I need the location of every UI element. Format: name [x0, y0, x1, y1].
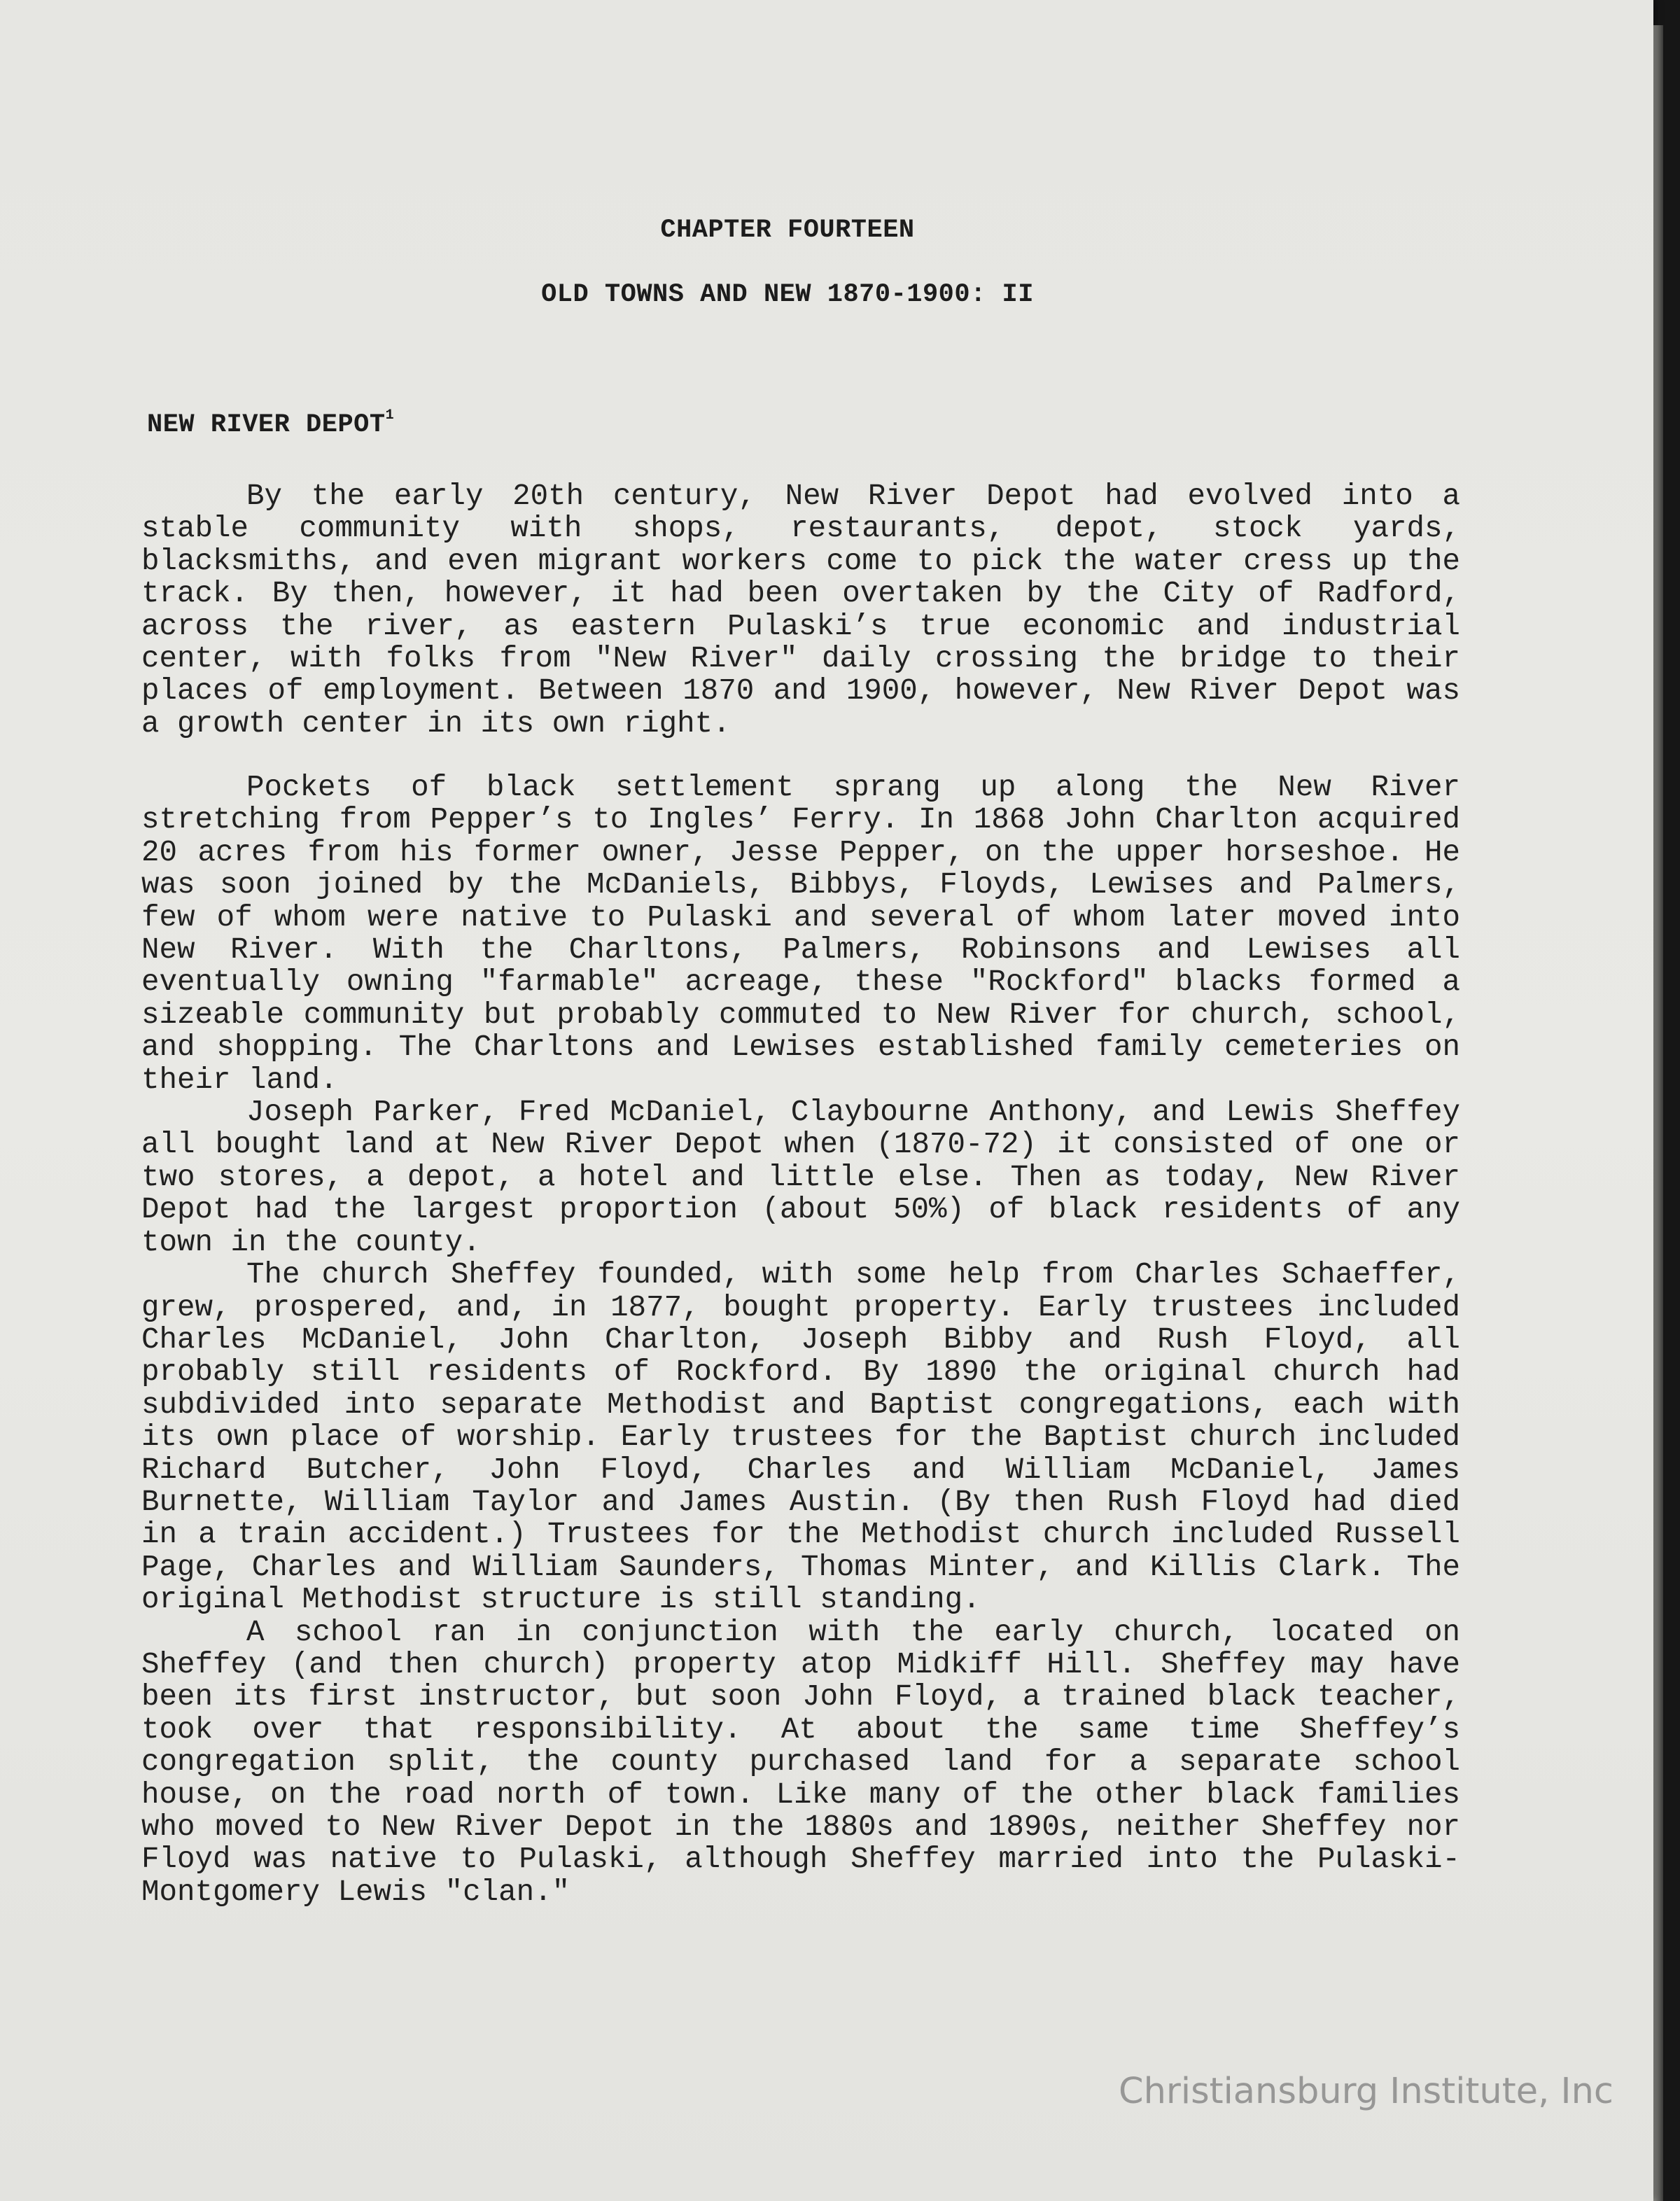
watermark: Christiansburg Institute, Inc — [1119, 2071, 1614, 2112]
section-heading — [147, 407, 395, 440]
paragraph: A school ran in conjunction with the early church, located on Sheffey (and then church) property atop Midkiff Hill. Sheffey may have been its first instructor, but soon John Floyd, a trained black teacher, took over that responsibility. At about the same time Sheffey’s congregation split, the county purchased land for a separate school house, on the road north of town. Like many of the other black families who moved to New River Depot in the 1880s and 1890s, neither Sheffey nor Floyd was native to Pulaski, although Sheffey married into the Pulaski-Montgomery Lewis "clan." — [141, 1615, 1460, 1909]
chapter-heading: CHAPTER FOURTEEN — [660, 216, 915, 245]
section-title: NEW RIVER DEPOT — [147, 410, 386, 440]
paragraph: The church Sheffey founded, with some help from Charles Schaeffer, grew, prospered, and, in 1877, bought property. Early trustees included Charles McDaniel, John Charlton, Joseph Bibby and Rush Floyd, all probably still residents of Rockford. By 1890 the original church had subdivided into separate Methodist and Baptist congregations, each with its own place of worship. Early trustees for the Baptist church included Richard Butcher, John Floyd, Charles and William McDaniel, James Burnette, William Taylor and James Austin. (By then Rush Floyd had died in a train accident.) Trustees for the Methodist church included Russell Page, Charles and William Saunders, Thomas Minter, and Killis Clark. The original Methodist structure is still standing. — [141, 1258, 1460, 1617]
chapter-title: OLD TOWNS AND NEW 1870-1900: II — [541, 280, 1034, 309]
paragraph-block — [141, 771, 1460, 1908]
paragraph: Joseph Parker, Fred McDaniel, Claybourne Anthony, and Lewis Sheffey all bought land at New River Depot when (1870-72) it consisted of one or two stores, a depot, a hotel and little else. Then as today, New River Depot had the largest proportion (about 50%) of black residents of any town in the county. — [141, 1096, 1460, 1259]
footnote-marker: 1 — [385, 407, 395, 424]
paragraph: By the early 20th century, New River Depot had evolved into a stable community with shops, restaurants, depot, stock yards, blacksmiths, and even migrant workers come to pick the water cress up the track. By then, however, it had been overtaken by the City of Radford, across the river, as eastern Pulaski’s true economic and industrial center, with folks from "New River" daily crossing the bridge to their places of employment. Between 1870 and 1900, however, New River Depot was a growth center in its own right. — [141, 480, 1460, 741]
paragraph: Pockets of black settlement sprang up along the New River stretching from Pepper’s to Ingles’ Ferry. In 1868 John Charlton acquired 20 acres from his former owner, Jesse Pepper, on the upper horseshoe. He was soon joined by the McDaniels, Bibbys, Floyds, Lewises and Palmers, few of whom were native to Pulaski and several of whom later moved into New River. With the Charltons, Palmers, Robinsons and Lewises all eventually owning "farmable" acreage, these "Rockford" blacks formed a sizeable community but probably commuted to New River for church, school, and shopping. The Charltons and Lewises established family cemeteries on their land. — [141, 771, 1460, 1097]
